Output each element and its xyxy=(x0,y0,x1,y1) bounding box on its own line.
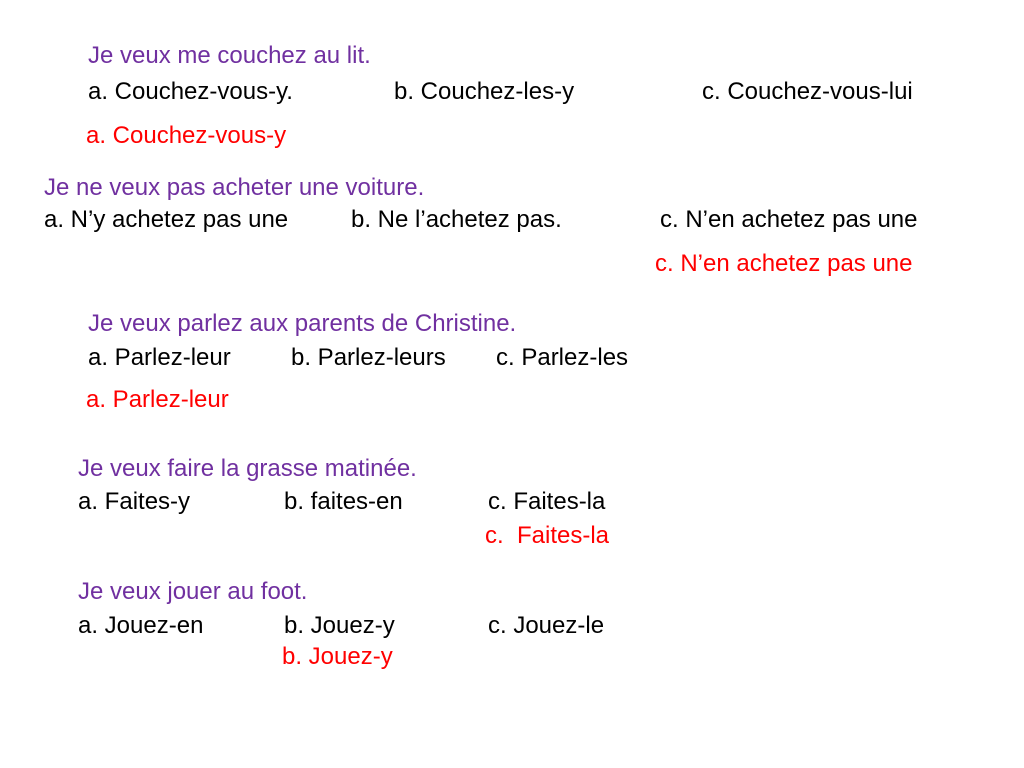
option-4b: b. faites-en xyxy=(284,488,403,515)
answer-1: a. Couchez-vous-y xyxy=(86,122,287,149)
option-2b: b. Ne l’achetez pas. xyxy=(351,206,562,233)
option-5a: a. Jouez-en xyxy=(78,612,204,639)
option-1c: c. Couchez-vous-lui xyxy=(702,78,913,105)
option-3b: b. Parlez-leurs xyxy=(291,344,446,371)
question-3: Je veux parlez aux parents de Christine. xyxy=(88,310,517,337)
option-1a: a. Couchez-vous-y. xyxy=(88,78,293,105)
question-4: Je veux faire la grasse matinée. xyxy=(78,455,417,482)
option-2a: a. N’y achetez pas une xyxy=(44,206,289,233)
option-3a: a. Parlez-leur xyxy=(88,344,231,371)
answer-3: a. Parlez-leur xyxy=(86,386,229,413)
option-5c: c. Jouez-le xyxy=(488,612,605,639)
option-4a: a. Faites-y xyxy=(78,488,191,515)
option-1b: b. Couchez-les-y xyxy=(394,78,575,105)
question-1: Je veux me couchez au lit. xyxy=(88,42,371,69)
question-5: Je veux jouer au foot. xyxy=(78,578,308,605)
question-2: Je ne veux pas acheter une voiture. xyxy=(44,174,425,201)
option-5b: b. Jouez-y xyxy=(284,612,395,639)
answer-5: b. Jouez-y xyxy=(282,643,393,670)
answer-4: c. Faites-la xyxy=(485,522,610,549)
option-4c: c. Faites-la xyxy=(488,488,606,515)
option-3c: c. Parlez-les xyxy=(496,344,629,371)
answer-2: c. N’en achetez pas une xyxy=(655,250,913,277)
option-2c: c. N’en achetez pas une xyxy=(660,206,918,233)
